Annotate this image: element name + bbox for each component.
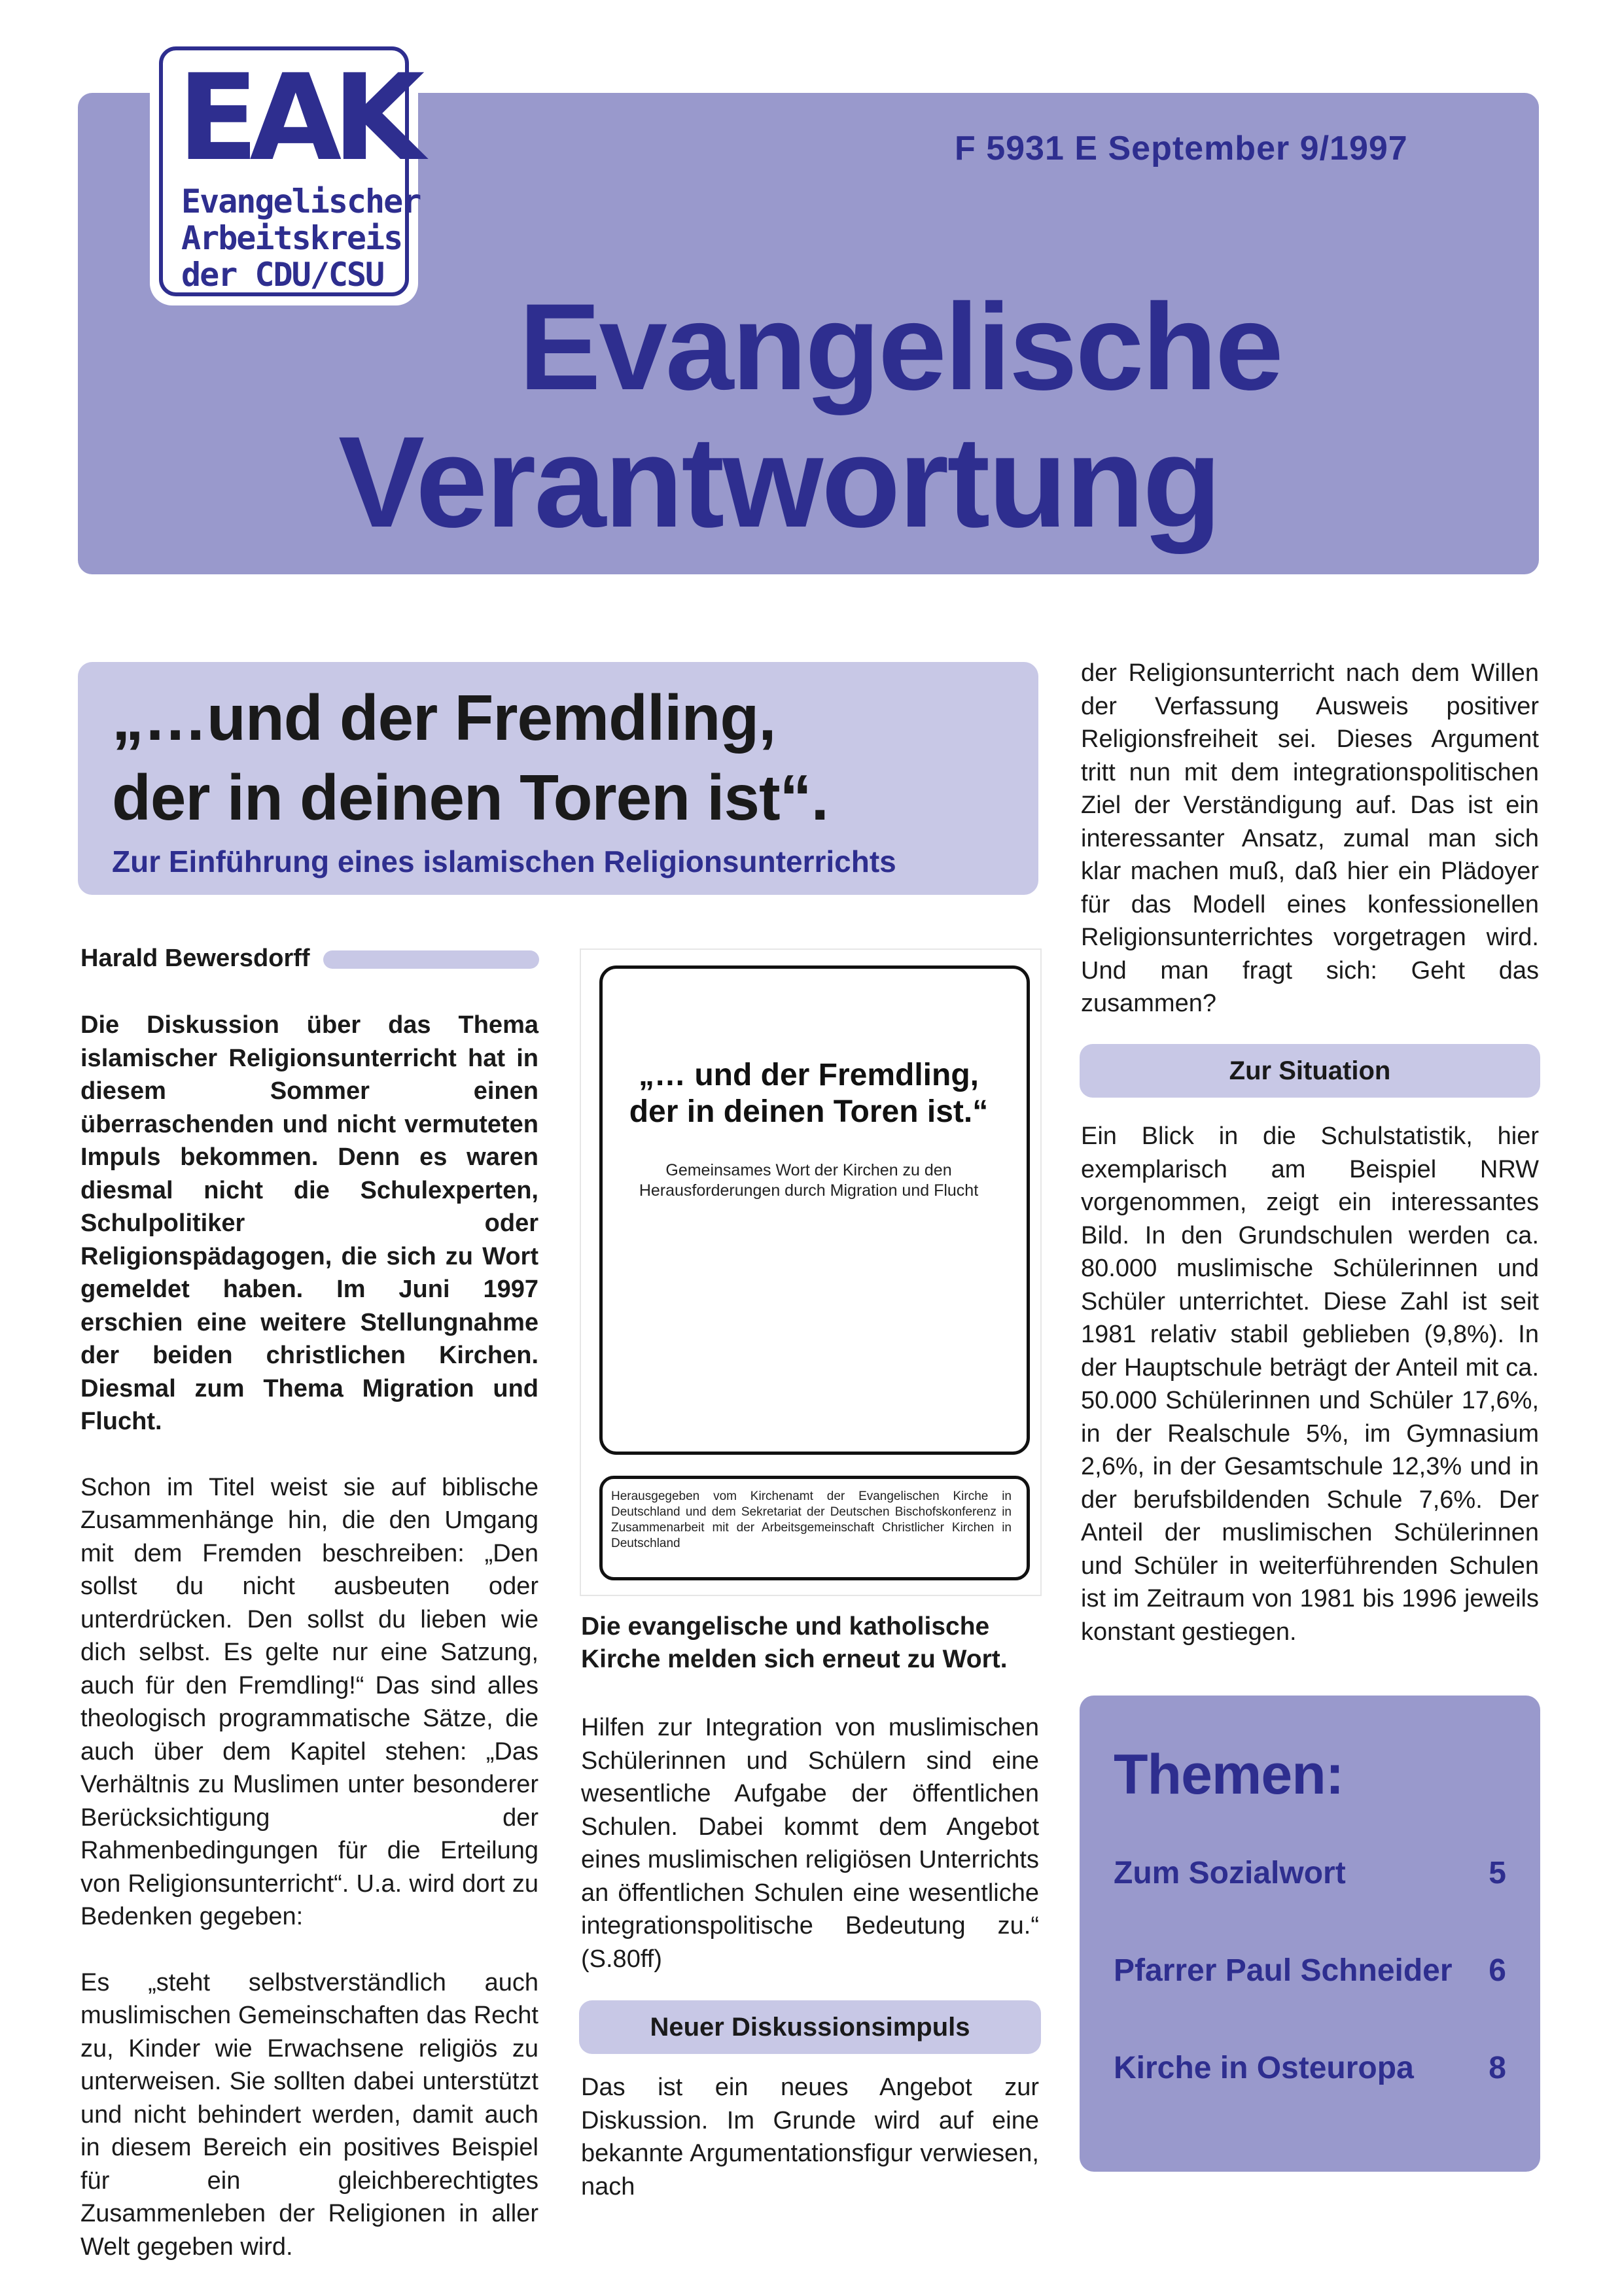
- column-3: [1081, 657, 1539, 1053]
- headline-subtitle: Zur Einführung eines islamischen Religionsunterrichts: [112, 844, 896, 878]
- image-caption: Die evangelische und katholische Kirche melden sich erneut zu Wort.: [581, 1612, 1008, 1673]
- headline-box: [78, 662, 1038, 895]
- brochure-title: „… und der Fremdling, der in deinen Toren ist.“: [629, 1058, 989, 1129]
- logo-line-3: der CDU/CSU: [181, 256, 384, 294]
- brochure-footer-text: Herausgegeben vom Kirchenamt der Evangelischen Kirche in Deutschland und dem Sekretariat der Deutschen Bischofskonferenz in Zusammenarbeit mit der Arbeitsgemeinschaft Christlicher Kirchen in Deutschland: [611, 1489, 1012, 1550]
- paragraph: der Religionsunterricht nach dem Willen der Verfassung Ausweis positiver Religionsfreiheit sei. Dieses Argument tritt nun mit dem integrationspolitischen Ziel der Verständigung auf. Das ist ein interessanter Ansatz, zumal man sich klar machen muß, daß hier ein Plädoyer für das Modell eines konfessionellen Religionsunterrichtes vorgetragen wird. Und man fragt sich: Geht das zusammen?: [1081, 659, 1539, 1017]
- headline-line-1: „…und der Fremdling,: [112, 682, 776, 754]
- byline-decoration: [323, 950, 539, 969]
- brochure-subtitle: Gemeinsames Wort der Kirchen zu den Herausforderungen durch Migration und Flucht: [639, 1161, 979, 1200]
- themen-item[interactable]: [1114, 1855, 1506, 1891]
- column-2-continued: [581, 2071, 1039, 2236]
- author-byline: Harald Bewersdorff: [80, 945, 310, 972]
- themen-item-label: Zum Sozialwort: [1114, 1856, 1346, 1890]
- brochure-frame: [599, 965, 1030, 1455]
- logo-line-2: Arbeitskreis: [181, 219, 402, 257]
- column-2: [581, 1711, 1039, 2008]
- lead-paragraph: Die Diskussion über das Thema islamischer Religionsunterricht hat in diesem Sommer einen überraschenden und nicht vermuteten Impuls bekommen. Denn es waren diesmal nicht die Schulexperten, Schulpolitiker oder Religionspädagogen, die sich zu Wort gemeldet haben. Im Juni 1997 erschien eine weitere Stellungnahme der beiden christlichen Kirchen. Diesmal zum Thema Migration und Flucht.: [80, 1011, 538, 1435]
- logo-line-1: Evangelischer: [181, 183, 421, 220]
- brochure-cover-image: [580, 948, 1042, 1596]
- themen-item-page: 6: [1489, 1953, 1506, 1988]
- column-3-continued: [1081, 1120, 1539, 1681]
- themen-item-label: Pfarrer Paul Schneider: [1114, 1953, 1453, 1988]
- themen-item-page: 8: [1489, 2051, 1506, 2085]
- logo-abbreviation: EAK: [177, 48, 416, 187]
- section-heading-neuer-diskussionsimpuls: Neuer Diskussionsimpuls: [579, 2000, 1041, 2054]
- paragraph: Ein Blick in die Schulstatistik, hier exemplarisch am Beispiel NRW vorgenommen, zeigt ein interessantes Bild. In den Grundschulen werden ca. 80.000 muslimische Schülerinnen und Schüler unterrichtet. Diese Zahl ist seit 1981 relativ stabil geblieben (9,8%). In der Hauptschule beträgt der Anteil mit ca. 50.000 Schülerinnen und Schüler 17,6%, in der Realschule 5%, im Gymnasium 2,6%, in der Gesamtschule 12,3% und in der berufsbildenden Schule 7,6%. Der Anteil der muslimischen Schülerinnen und Schüler in weiterführenden Schulen ist im Zeitraum von 1981 bis 1996 jeweils konstant gestiegen.: [1081, 1122, 1539, 1646]
- logo-frame: [159, 46, 421, 296]
- paragraph: Schon im Titel weist sie auf biblische Zusammenhänge hin, die den Umgang mit dem Fremden beschreiben: „Den sollst du nicht ausbeuten oder unterdrücken. Den sollst du lieben wie dich selbst. Es gelte nur eine Satzung, auch für den Fremdling!“ Das sind alles theologisch programmatische Sätze, die auch über dem Kapitel stehen: „Das Verhältnis zu Muslimen unter besonderer Berücksichtigung der Rahmenbedingungen für die Erteilung von Religionsunterricht“. U.a. wird dort zu Bedenken gegeben:: [80, 1473, 538, 1930]
- title-line-2: Verantwortung: [338, 409, 1220, 554]
- themen-box: [1080, 1696, 1540, 2172]
- eak-logo: [150, 37, 421, 305]
- paragraph: Das ist ein neues Angebot zur Diskussion. Im Grunde wird auf eine bekannte Argumentationsfigur verwiesen, nach: [581, 2074, 1039, 2200]
- themen-item-label: Kirche in Osteuropa: [1114, 2051, 1414, 2085]
- issue-number: F 5931 E September 9/1997: [955, 130, 1408, 167]
- title-line-1: Evangelische: [519, 278, 1282, 415]
- themen-title: Themen:: [1114, 1743, 1344, 1806]
- column-1: [80, 1009, 538, 2296]
- themen-item[interactable]: [1114, 1953, 1506, 1989]
- themen-item[interactable]: [1114, 2050, 1506, 2086]
- paragraph: Hilfen zur Integration von muslimischen Schülerinnen und Schülern sind eine wesentliche Aufgabe der öffentlichen Schulen. Dabei kommt dem Angebot eines muslimischen religiösen Unterrichts an öffentlichen Schulen eine wesentliche integrationspolitische Bedeutung zu.“ (S.80ff): [581, 1714, 1039, 1973]
- paragraph: Es „steht selbstverständlich auch muslimischen Gemeinschaften das Recht zu, Kinder wie Erwachsene religiös zu unterweisen. Sie sollten dabei unterstützt und nicht behindert werden, damit auch in diesem Bereich ein positives Beispiel für ein gleichberechtigtes Zusammenleben der Religionen in aller Welt gegeben wird.: [80, 1968, 538, 2261]
- headline-line-2: der in deinen Toren ist“.: [112, 761, 828, 833]
- themen-item-page: 5: [1489, 1856, 1506, 1890]
- section-heading-zur-situation: Zur Situation: [1080, 1044, 1540, 1098]
